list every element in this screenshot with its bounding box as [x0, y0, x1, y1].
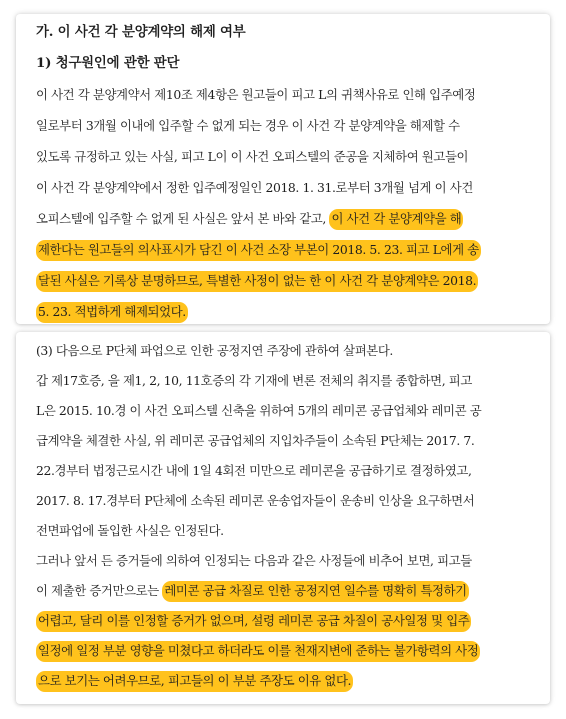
paragraph-line: 이 사건 각 분양계약에서 정한 입주예정일인 2018. 1. 31.로부터 3개월 넘게 이 사건 — [36, 180, 473, 195]
highlighted-text: 이 사건 각 분양계약을 해 — [329, 209, 463, 230]
paragraph-line: 전면파업에 돌입한 사실은 인정된다. — [36, 523, 224, 538]
paragraph-line — [36, 301, 536, 332]
highlighted-text: 달된 사실은 기록상 분명하므로, 특별한 사정이 없는 한 이 사건 각 분양계약은 2018. — [36, 271, 478, 292]
document-excerpt-1 — [16, 14, 550, 324]
paragraph-line: 그러나 앞서 든 증거들에 의하여 인정되는 다음과 같은 사정들에 비추어 보면, 피고들 — [36, 553, 472, 568]
paragraph-line: 급계약을 체결한 사실, 위 레미콘 공급업체의 지입차주들이 소속된 P단체는 2017. 7. — [36, 433, 475, 448]
paragraph-line: 갑 제17호증, 을 제1, 2, 10, 11호증의 각 기재에 변론 전체의 취지를 종합하면, 피고 — [36, 373, 472, 388]
highlighted-text: 일정에 일정 부분 영향을 미쳤다고 하더라도 이를 천재지변에 준하는 불가항력의 사정 — [36, 641, 480, 662]
paragraph-line: 이 사건 각 분양계약서 제10조 제4항은 원고들이 피고 L의 귀책사유로 인해 입주예정 — [36, 87, 476, 102]
paragraph-line: L은 2015. 10.경 이 사건 오피스텔 신축을 위하여 5개의 레미콘 공급업체와 레미콘 공 — [36, 403, 482, 418]
document-excerpt-2 — [16, 332, 550, 704]
paragraph-line — [36, 270, 536, 301]
paragraph-line: 22.경부터 법정근로시간 내에 1일 4회전 미만으로 레미콘을 공급하기로 결정하였고, — [36, 463, 472, 478]
paragraph-line: (3) 다음으로 P단체 파업으로 인한 공정지연 주장에 관하여 살펴본다. — [36, 343, 393, 358]
paragraph-line — [36, 640, 536, 670]
highlighted-text: 제한다는 원고들의 의사표시가 담긴 이 사건 소장 부본이 2018. 5. 23. 피고 L에게 송 — [36, 240, 481, 261]
highlighted-text: 5. 23. 적법하게 해제되었다. — [36, 302, 188, 323]
paragraph-line: 일로부터 3개월 이내에 입주할 수 없게 되는 경우 이 사건 각 분양계약을 해제할 수 — [36, 118, 460, 133]
paragraph-line: 이 제출한 증거만으로는 레미콘 공급 차질로 인한 공정지연 일수를 명확히 특정하기 — [36, 580, 536, 610]
highlighted-text: 어렵고, 달리 이를 인정할 증거가 없으며, 설령 레미콘 공급 차질이 공사일정 및 입주 — [36, 611, 471, 632]
paragraph-line: 오피스텔에 입주할 수 없게 된 사실은 앞서 본 바와 같고, 이 사건 각 분양계약을 해 — [36, 208, 536, 239]
highlighted-text: 레미콘 공급 차질로 인한 공정지연 일수를 명확히 특정하기 — [162, 581, 468, 602]
section-title: 가. 이 사건 각 분양계약의 해제 여부 — [36, 24, 246, 40]
paragraph-line: 2017. 8. 17.경부터 P단체에 소속된 레미콘 운송업자들이 운송비 인상을 요구하면서 — [36, 493, 475, 508]
section-subtitle: 1) 청구원인에 관한 판단 — [36, 55, 180, 71]
paragraph-line — [36, 610, 536, 640]
paragraph-line: 있도록 규정하고 있는 사실, 피고 L이 이 사건 오피스텔의 준공을 지체하여 원고들이 — [36, 149, 469, 164]
highlighted-text: 으로 보기는 어려우므로, 피고들의 이 부분 주장도 이유 없다. — [36, 671, 353, 692]
paragraph-line — [36, 670, 536, 700]
paragraph-line — [36, 239, 536, 270]
